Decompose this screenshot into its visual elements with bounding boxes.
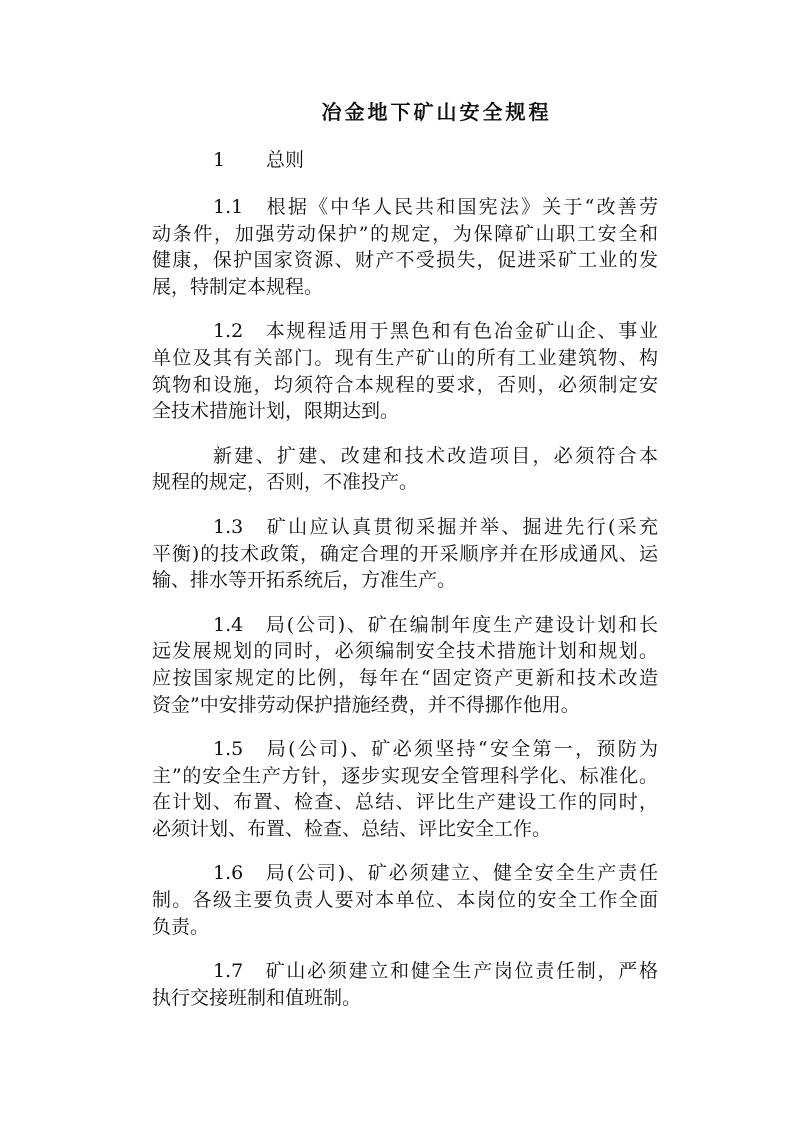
section-number: 1 bbox=[213, 149, 226, 171]
paragraph-line: 必须计划、布置、检查、总结、评比安全工作。 bbox=[152, 817, 552, 840]
paragraph-line: 新建、扩建、改建和技术改造项目，必须符合本 bbox=[213, 444, 658, 467]
paragraph-line: 应按国家规定的比例，每年在“固定资产更新和技术改造 bbox=[152, 666, 658, 689]
paragraph-line: 1.1 根据《中华人民共和国宪法》关于“改善劳 bbox=[213, 196, 658, 218]
paragraph-line: 健康，保护国家资源、财产不受损失，促进采矿工业的发 bbox=[152, 249, 658, 272]
paragraph-line: 远发展规划的同时，必须编制安全技术措施计划和规划。 bbox=[152, 640, 658, 663]
paragraph-line: 筑物和设施，均须符合本规程的要求，否则，必须制定安 bbox=[152, 373, 658, 396]
paragraph-line: 单位及其有关部门。现有生产矿山的所有工业建筑物、构 bbox=[152, 346, 658, 369]
paragraph bbox=[152, 194, 658, 300]
section-title: 总则 bbox=[266, 149, 305, 171]
paragraph-line: 全技术措施计划，限期达到。 bbox=[152, 400, 400, 423]
paragraph-line: 主”的安全生产方针，逐步实现安全管理科学化、标准化。 bbox=[152, 764, 658, 787]
paragraph-line: 1.6 局(公司)、矿必须建立、健全安全生产责任 bbox=[213, 862, 658, 885]
paragraph bbox=[152, 736, 658, 842]
paragraph bbox=[152, 514, 658, 594]
section-heading bbox=[213, 145, 304, 172]
paragraph bbox=[152, 443, 658, 496]
paragraph-line: 展，特制定本规程。 bbox=[152, 275, 324, 298]
paragraph-line: 1.4 局(公司)、矿在编制年度生产建设计划和长 bbox=[213, 613, 658, 636]
paragraph-line: 平衡)的技术政策，确定合理的开采顺序并在形成通风、运 bbox=[152, 542, 658, 565]
paragraph bbox=[152, 958, 658, 1011]
paragraph-line: 1.2 本规程适用于黑色和有色冶金矿山企、事业 bbox=[213, 320, 658, 343]
document-body bbox=[152, 194, 658, 1029]
paragraph bbox=[152, 318, 658, 424]
paragraph-line: 执行交接班制和值班制。 bbox=[152, 986, 362, 1009]
paragraph-line: 1.5 局(公司)、矿必须坚持“安全第一，预防为 bbox=[213, 738, 658, 761]
paragraph-line: 输、排水等开拓系统后，方准生产。 bbox=[152, 569, 457, 592]
paragraph-line: 1.3 矿山应认真贯彻采掘并举、掘进先行(采充 bbox=[213, 515, 658, 538]
paragraph-line: 在计划、布置、检查、总结、评比生产建设工作的同时， bbox=[152, 791, 658, 814]
paragraph bbox=[152, 612, 658, 718]
paragraph-line: 1.7 矿山必须建立和健全生产岗位责任制，严格 bbox=[213, 960, 658, 983]
paragraph-line: 制。各级主要负责人要对本单位、本岗位的安全工作全面 bbox=[152, 889, 658, 912]
paragraph-line: 动条件，加强劳动保护”的规定，为保障矿山职工安全和 bbox=[152, 222, 658, 245]
document-title: 冶金地下矿山安全规程 bbox=[321, 100, 552, 124]
paragraph bbox=[152, 860, 658, 940]
paragraph-line: 负责。 bbox=[152, 915, 210, 938]
paragraph-line: 资金”中安排劳动保护措施经费，并不得挪作他用。 bbox=[152, 693, 580, 716]
paragraph-line: 规程的规定，否则，不准投产。 bbox=[152, 471, 419, 494]
